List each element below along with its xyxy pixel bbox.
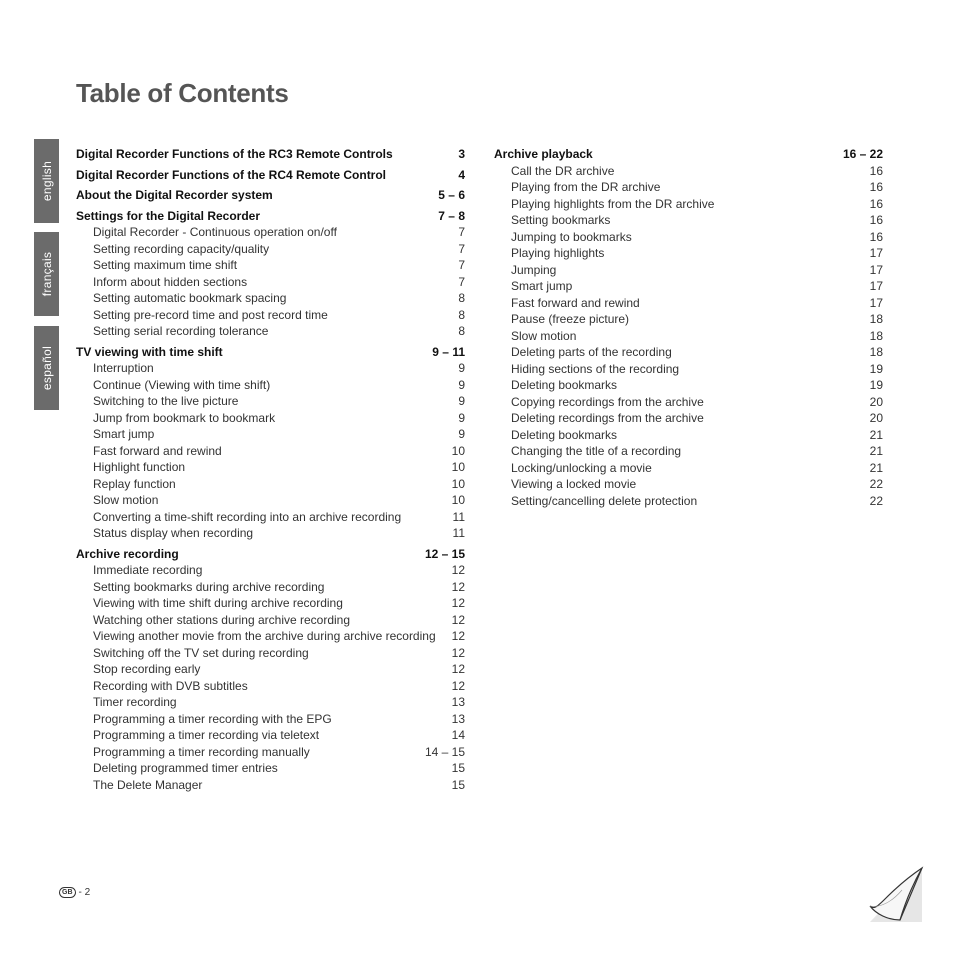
- toc-section-heading[interactable]: [76, 187, 465, 204]
- toc-heading-page: 3: [458, 147, 465, 161]
- toc-heading-label: TV viewing with time shift: [76, 344, 223, 359]
- toc-entry-label: Playing from the DR archive: [511, 180, 661, 194]
- toc-entry[interactable]: [494, 427, 883, 444]
- toc-entry[interactable]: [494, 262, 883, 279]
- toc-entry[interactable]: [76, 711, 465, 728]
- toc-entry-label: Hiding sections of the recording: [511, 361, 680, 376]
- toc-entry-page: 16: [869, 213, 883, 227]
- toc-entry-page: 14 – 15: [424, 744, 465, 759]
- toc-entry-label: Setting bookmarks: [511, 213, 611, 227]
- toc-heading-label: Archive recording: [76, 546, 179, 561]
- toc-entry-label: Setting recording capacity/quality: [93, 241, 270, 256]
- toc-entry[interactable]: [494, 196, 883, 213]
- toc-entry-label: Pause (freeze picture): [511, 312, 630, 326]
- toc-entry[interactable]: [76, 612, 465, 629]
- toc-entry-label: Viewing a locked movie: [511, 477, 637, 491]
- toc-entry[interactable]: [494, 377, 883, 394]
- toc-entry[interactable]: [76, 377, 465, 394]
- toc-entry[interactable]: [494, 212, 883, 229]
- toc-entry[interactable]: [76, 777, 465, 794]
- toc-heading-page: 5 – 6: [438, 188, 465, 202]
- toc-entry-label: Setting maximum time shift: [93, 258, 238, 272]
- toc-entry-page: 8: [458, 291, 465, 305]
- toc-entry-page: 11: [452, 526, 465, 540]
- toc-heading-label: Digital Recorder Functions of the RC3 Remote Controls: [76, 147, 393, 161]
- toc-entry[interactable]: [494, 361, 883, 378]
- toc-entry-label: Setting pre-record time and post record time: [93, 307, 328, 322]
- toc-entry[interactable]: [76, 645, 465, 662]
- toc-right-column: [494, 146, 883, 513]
- toc-entry-page: 21: [869, 444, 883, 458]
- toc-entry-page: 20: [869, 411, 883, 425]
- toc-entry[interactable]: [76, 744, 465, 761]
- toc-entry-label: Deleting parts of the recording: [511, 345, 672, 359]
- toc-heading-page: 7 – 8: [438, 208, 465, 223]
- toc-entry-page: 12: [451, 662, 465, 676]
- toc-entry-label: Highlight function: [93, 460, 186, 474]
- toc-entry-page: 21: [869, 460, 883, 475]
- toc-entry-page: 9: [458, 427, 465, 441]
- toc-entry-label: The Delete Manager: [93, 777, 203, 792]
- toc-entry[interactable]: [76, 307, 465, 324]
- toc-entry-page: 16: [869, 163, 883, 178]
- toc-entry-page: 9: [458, 410, 465, 425]
- toc-entry-page: 7: [458, 241, 465, 256]
- toc-entry[interactable]: [494, 179, 883, 196]
- toc-entry-page: 8: [458, 324, 465, 338]
- toc-entry-label: Setting/cancelling delete protection: [511, 493, 698, 508]
- toc-entry-label: Setting automatic bookmark spacing: [93, 291, 287, 305]
- toc-section: [494, 146, 883, 509]
- toc-entry-label: Copying recordings from the archive: [511, 394, 704, 409]
- toc-entry-page: 10: [451, 476, 465, 491]
- toc-entry-label: Inform about hidden sections: [93, 274, 248, 289]
- toc-entry-page: 18: [869, 345, 883, 359]
- toc-entry-label: Stop recording early: [93, 662, 201, 676]
- toc-entry-label: Deleting bookmarks: [511, 427, 618, 442]
- toc-entry-label: Digital Recorder - Continuous operation on/off: [93, 225, 337, 239]
- toc-entry-label: Changing the title of a recording: [511, 444, 682, 458]
- toc-section: [76, 187, 465, 204]
- toc-entry[interactable]: [76, 694, 465, 711]
- toc-entry[interactable]: [494, 245, 883, 262]
- toc-entry-page: 17: [869, 295, 883, 310]
- toc-entry[interactable]: [76, 443, 465, 460]
- toc-entry[interactable]: [76, 241, 465, 258]
- toc-entry-page: 16: [869, 196, 883, 211]
- toc-entry[interactable]: [76, 426, 465, 443]
- toc-entry-page: 12: [451, 612, 465, 627]
- toc-entry-label: Status display when recording: [93, 526, 254, 540]
- toc-entry-label: Jump from bookmark to bookmark: [93, 410, 276, 425]
- toc-entry-label: Programming a timer recording manually: [93, 744, 310, 759]
- toc-entry-label: Fast forward and rewind: [93, 443, 222, 458]
- toc-entry[interactable]: [494, 443, 883, 460]
- toc-entry[interactable]: [494, 229, 883, 246]
- toc-heading-page: 9 – 11: [432, 344, 465, 359]
- toc-entry-label: Switching to the live picture: [93, 394, 239, 408]
- toc-entry-label: Deleting bookmarks: [511, 378, 618, 392]
- page-number: - 2: [78, 887, 91, 898]
- toc-entry-page: 18: [869, 328, 883, 343]
- toc-heading-label: Digital Recorder Functions of the RC4 Remote Control: [76, 167, 387, 182]
- toc-entry-page: 12: [451, 645, 465, 660]
- toc-entry[interactable]: [494, 476, 883, 493]
- toc-entry-page: 7: [458, 258, 465, 272]
- toc-entry-label: Programming a timer recording with the EPG: [93, 711, 332, 726]
- toc-entry-label: Setting serial recording tolerance: [93, 324, 269, 338]
- toc-entry-page: 17: [869, 262, 883, 277]
- toc-section-heading[interactable]: [76, 546, 465, 563]
- toc-entry[interactable]: [76, 595, 465, 612]
- page-curl-icon[interactable]: [866, 866, 924, 924]
- toc-entry[interactable]: [494, 278, 883, 295]
- toc-entry[interactable]: [76, 579, 465, 596]
- toc-entry-page: 13: [451, 711, 465, 726]
- toc-entry-page: 12: [451, 563, 465, 577]
- toc-entry-page: 18: [869, 312, 883, 326]
- toc-section: [76, 208, 465, 340]
- toc-entry-label: Smart jump: [93, 427, 155, 441]
- toc-entry[interactable]: [76, 274, 465, 291]
- toc-entry-page: 21: [869, 427, 883, 442]
- toc-entry[interactable]: [494, 394, 883, 411]
- toc-entry-label: Immediate recording: [93, 563, 203, 577]
- toc-entry[interactable]: [494, 460, 883, 477]
- toc-heading-page: 16 – 22: [842, 147, 883, 161]
- toc-entry[interactable]: [76, 760, 465, 777]
- toc-entry-label: Jumping to bookmarks: [511, 229, 632, 244]
- toc-section-heading[interactable]: [76, 344, 465, 361]
- toc-entry-page: 9: [458, 377, 465, 392]
- toc-entry-page: 14: [451, 728, 465, 742]
- toc-entry[interactable]: [76, 393, 465, 410]
- toc-entry[interactable]: [76, 661, 465, 678]
- toc-entry-label: Playing highlights: [511, 246, 605, 260]
- toc-entry-label: Timer recording: [93, 695, 177, 709]
- toc-entry-label: Playing highlights from the DR archive: [511, 196, 715, 211]
- toc-entry[interactable]: [76, 492, 465, 509]
- toc-entry[interactable]: [494, 163, 883, 180]
- toc-entry-label: Jumping: [511, 262, 557, 277]
- toc-section: [76, 546, 465, 794]
- language-tab-english[interactable]: [34, 139, 59, 223]
- toc-entry[interactable]: [76, 290, 465, 307]
- toc-entry-label: Switching off the TV set during recording: [93, 645, 309, 660]
- toc-entry-label: Deleting programmed timer entries: [93, 761, 278, 775]
- toc-entry-page: 12: [451, 678, 465, 693]
- toc-entry-label: Recording with DVB subtitles: [93, 678, 248, 693]
- toc-entry-page: 22: [869, 493, 883, 508]
- language-tab-francais[interactable]: [34, 232, 59, 316]
- toc-entry[interactable]: [494, 344, 883, 361]
- language-tab-label: français: [39, 251, 54, 297]
- toc-section-heading[interactable]: [76, 208, 465, 225]
- toc-entry-label: Replay function: [93, 476, 176, 491]
- toc-entry-page: 20: [869, 394, 883, 409]
- toc-entry-label: Locking/unlocking a movie: [511, 460, 652, 475]
- toc-entry-label: Converting a time-shift recording into an archive recording: [93, 509, 402, 524]
- toc-entry-label: Fast forward and rewind: [511, 295, 640, 310]
- toc-entry[interactable]: [76, 562, 465, 579]
- toc-entry-page: 9: [458, 394, 465, 408]
- toc-entry-label: Watching other stations during archive recording: [93, 612, 351, 627]
- toc-entry-page: 19: [869, 361, 883, 376]
- toc-entry-page: 7: [458, 274, 465, 289]
- toc-entry[interactable]: [494, 410, 883, 427]
- toc-heading-label: About the Digital Recorder system: [76, 188, 273, 202]
- toc-entry[interactable]: [76, 323, 465, 340]
- toc-entry[interactable]: [76, 257, 465, 274]
- toc-entry-label: Smart jump: [511, 279, 573, 293]
- toc-entry[interactable]: [76, 678, 465, 695]
- toc-entry-page: 15: [451, 761, 465, 775]
- toc-entry-label: Slow motion: [93, 493, 159, 507]
- toc-entry-label: Slow motion: [511, 328, 577, 343]
- toc-entry[interactable]: [494, 493, 883, 510]
- toc-heading-label: Archive playback: [494, 147, 593, 161]
- toc-entry-label: Viewing with time shift during archive recording: [93, 596, 343, 610]
- toc-entry[interactable]: [76, 628, 465, 645]
- toc-entry-page: 16: [869, 229, 883, 244]
- language-tab-espanol[interactable]: [34, 326, 59, 410]
- toc-entry-page: 17: [869, 279, 883, 293]
- toc-entry-page: 13: [451, 695, 465, 709]
- toc-entry-page: 19: [869, 378, 883, 392]
- toc-entry-page: 22: [869, 477, 883, 491]
- toc-entry-page: 10: [451, 493, 465, 507]
- toc-section: [76, 344, 465, 542]
- country-badge: GB: [59, 887, 76, 898]
- toc-entry-page: 9: [458, 361, 465, 375]
- page-footer: [59, 887, 90, 898]
- toc-entry-page: 16: [869, 180, 883, 194]
- toc-heading-label: Settings for the Digital Recorder: [76, 208, 261, 223]
- toc-entry-label: Deleting recordings from the archive: [511, 411, 704, 425]
- toc-section: [76, 167, 465, 184]
- toc-section-heading[interactable]: [494, 146, 883, 163]
- toc-entry[interactable]: [76, 509, 465, 526]
- toc-entry-page: 10: [451, 443, 465, 458]
- page-title: Table of Contents: [76, 78, 289, 108]
- toc-entry[interactable]: [76, 410, 465, 427]
- toc-entry[interactable]: [76, 727, 465, 744]
- toc-entry-label: Call the DR archive: [511, 163, 615, 178]
- toc-entry-label: Continue (Viewing with time shift): [93, 377, 271, 392]
- language-tab-label: español: [39, 345, 54, 391]
- toc-entry-page: 17: [869, 246, 883, 260]
- toc-entry[interactable]: [494, 311, 883, 328]
- toc-entry-page: 15: [451, 777, 465, 792]
- toc-section-heading[interactable]: [76, 167, 465, 184]
- toc-entry[interactable]: [76, 224, 465, 241]
- toc-entry-page: 12: [451, 629, 465, 643]
- toc-heading-page: 12 – 15: [424, 546, 465, 561]
- language-tab-label: english: [39, 160, 54, 202]
- toc-entry-page: 12: [451, 596, 465, 610]
- toc-heading-page: 4: [458, 167, 465, 182]
- toc-section-heading[interactable]: [76, 146, 465, 163]
- toc-section: [76, 146, 465, 163]
- toc-entry[interactable]: [494, 328, 883, 345]
- toc-entry[interactable]: [76, 525, 465, 542]
- toc-entry-label: Setting bookmarks during archive recording: [93, 579, 325, 594]
- toc-entry-label: Interruption: [93, 361, 154, 375]
- toc-entry-page: 12: [451, 579, 465, 594]
- toc-entry[interactable]: [76, 459, 465, 476]
- toc-entry-page: 8: [458, 307, 465, 322]
- toc-entry-label: Programming a timer recording via teletext: [93, 728, 320, 742]
- toc-entry[interactable]: [494, 295, 883, 312]
- toc-entry-label: Viewing another movie from the archive during archive recording: [93, 629, 436, 643]
- toc-entry-page: 7: [458, 225, 465, 239]
- toc-entry-page: 11: [452, 509, 465, 524]
- toc-entry-page: 10: [451, 460, 465, 474]
- toc-entry[interactable]: [76, 476, 465, 493]
- toc-entry[interactable]: [76, 360, 465, 377]
- toc-left-column: [76, 146, 465, 797]
